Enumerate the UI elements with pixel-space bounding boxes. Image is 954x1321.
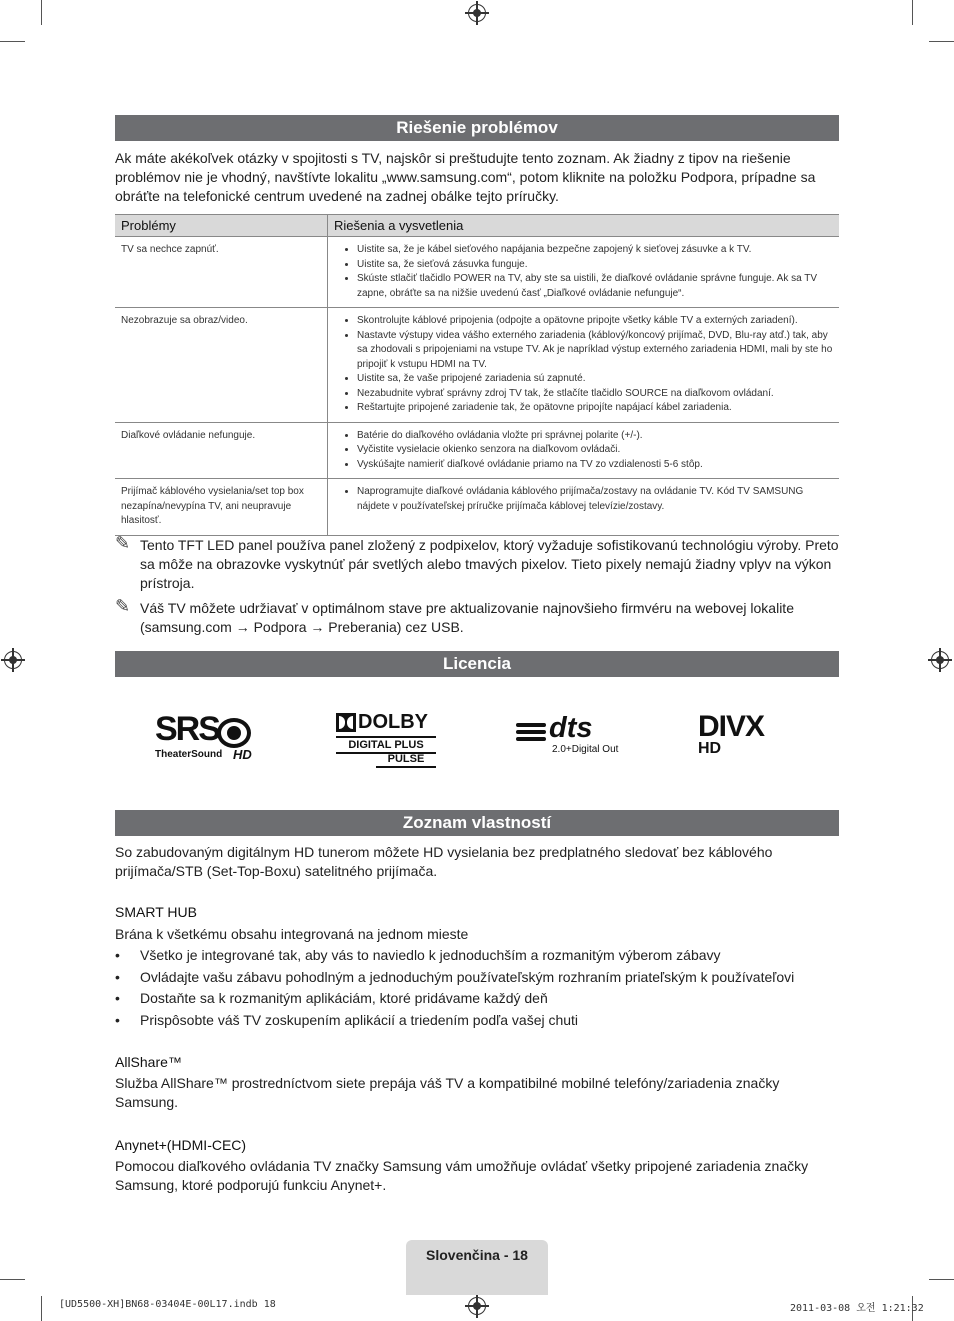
divx-logo <box>698 710 798 760</box>
intro-paragraph: Ak máte akékoľvek otázky v spojitosti s TV, najskôr si preštudujte tento zoznam. Ak žiadny z tipov na riešenie problémov nie je vhodný, navštívte lokalitu „www.samsung.com“, potom kliknite na položku Podpora, prípadne sa obráťte na telefonické centrum uvedené na zadnej obálke tejto príručky. <box>115 150 816 204</box>
dts-logo-sub: 2.0+Digital Out <box>552 744 619 755</box>
list-item: • Prispôsobte váš TV zoskupením aplikácií a triedením podľa vašej chuti <box>115 1010 839 1032</box>
crop-mark <box>929 1279 954 1280</box>
smart-hub-desc: Brána k všetkému obsahu integrovaná na jednom mieste <box>115 926 469 942</box>
srs-logo-hd: HD <box>233 747 252 762</box>
srs-logo-sub: TheaterSound <box>155 749 223 760</box>
registration-mark-icon <box>4 651 22 669</box>
table-header-problems: Problémy <box>115 215 328 237</box>
smart-hub-list <box>115 945 839 1031</box>
note-text: Tento TFT LED panel používa panel zložený z podpixelov, ktorý vyžaduje sofistikovanú technológiu výroby. Preto sa môže na obrazovke vyskytnúť pár svetlých alebo tmavých pixelov. Tieto pixely nemajú žiadny vplyv na výkon prístroja. <box>140 537 839 591</box>
dolby-logo-sub: DIGITAL PLUS <box>336 736 436 754</box>
crop-mark <box>41 1296 42 1321</box>
solution-item: • Nezabudnite vybrať správny zdroj TV tak, že stlačíte tlačidlo SOURCE na diaľkovom ovládaní. <box>357 387 833 402</box>
table-row <box>115 237 839 308</box>
dts-logo <box>516 712 620 758</box>
srs-logo-text: SRS <box>155 710 219 748</box>
crop-mark <box>41 0 42 25</box>
table-row <box>115 422 839 479</box>
allshare-desc: Služba AllShare™ prostredníctvom siete prepája váš TV a kompatibilné mobilné telefóny/zariadenia značky Samsung. <box>115 1075 780 1110</box>
note-pencil-icon: ✎ <box>115 533 131 553</box>
anynet-desc: Pomocou diaľkového ovládania TV značky Samsung vám umožňuje ovládať všetky pripojené zariadenia značky Samsung, ktoré podporujú funkciu Anynet+. <box>115 1158 809 1193</box>
problem-cell: Nezobrazuje sa obraz/video. <box>115 308 328 423</box>
solution-item: • Uistite sa, že sieťová zásuvka funguje. <box>357 258 833 273</box>
problem-cell: TV sa nechce zapnúť. <box>115 237 328 308</box>
registration-mark-icon <box>931 651 949 669</box>
list-item: • Ovládajte vašu zábavu pohodlným a jednoduchým používateľským rozhraním priateľským k používateľovi <box>115 967 839 989</box>
anynet-heading: Anynet+(HDMI-CEC) <box>115 1137 247 1153</box>
crop-mark <box>929 41 954 42</box>
section-title-features: Zoznam vlastností <box>115 810 839 836</box>
solution-item: • Skúste stlačiť tlačidlo POWER na TV, aby ste sa uistili, že diaľkové ovládanie správne funguje. Ak sa TV zapne, obráťte sa na nižšie uvedenú časť „Diaľkové ovládanie nefunguje“. <box>357 272 833 301</box>
solution-item: • Vyskúšajte namieriť diaľkové ovládanie priamo na TV zo vzdialenosti 5-6 stôp. <box>357 458 833 473</box>
allshare-heading: AllShare™ <box>115 1054 182 1070</box>
note-panel <box>115 533 839 593</box>
section-title-license: Licencia <box>115 651 839 677</box>
smart-hub-heading: SMART HUB <box>115 904 197 920</box>
dolby-logo-text: DOLBY <box>358 711 428 733</box>
dolby-logo-pulse: PULSE <box>376 753 436 768</box>
solutions-cell <box>328 422 840 479</box>
table-header-solutions: Riešenia a vysvetlenia <box>328 215 840 237</box>
divx-logo-text: DIVX <box>698 710 765 743</box>
crop-mark <box>912 0 913 25</box>
problem-cell: Diaľkové ovládanie nefunguje. <box>115 422 328 479</box>
solution-item: • Vyčistite vysielacie okienko senzora na diaľkovom ovládači. <box>357 443 833 458</box>
table-row <box>115 308 839 423</box>
solution-item: • Uistite sa, že je kábel sieťového napájania bezpečne zapojený k sieťovej zásuvke a k TV. <box>357 243 833 258</box>
solution-item: • Reštartujte pripojené zariadenie tak, že opätovne pripojíte napájací kábel zariadenia. <box>357 401 833 416</box>
print-slug-right: 2011-03-08 오전 1:21:32 <box>790 1303 924 1314</box>
crop-mark <box>0 1279 25 1280</box>
note-pencil-icon: ✎ <box>115 596 131 616</box>
divx-logo-sub: HD <box>698 740 722 757</box>
solution-item: • Nastavte výstupy videa vášho externého zariadenia (káblový/koncový prijímač, DVD, Blu-ray atď.) tak, aby sa zhodovali s pripojeniami na vstupe TV. Ak je napríklad výstup externého zariadenia HDMI, mali by ste ho pripojiť k vstupu HDMI na TV. <box>357 329 833 373</box>
crop-mark <box>0 41 25 42</box>
registration-mark-icon <box>468 1297 486 1315</box>
section-title-troubleshooting: Riešenie problémov <box>115 115 839 141</box>
features-intro: So zabudovaným digitálnym HD tunerom môžete HD vysielania bez predplatného sledovať bez káblového prijímača/STB (Set-Top-Boxu) satelitného prijímača. <box>115 844 773 879</box>
solution-item: • Naprogramujte diaľkové ovládania káblového prijímača/zostavy na ovládanie TV. Kód TV SAMSUNG nájdete v používateľskej príručke prijímača káblovej televízie/zostavy. <box>357 485 833 514</box>
note-text: Váš TV môžete udržiavať v optimálnom stave pre aktualizovanie najnovšieho firmvéru na webovej lokalite (samsung.com → Podpora → Preberania) cez USB. <box>140 600 794 635</box>
dolby-logo <box>336 713 438 767</box>
solution-item: • Skontrolujte káblové pripojenia (odpojte a opätovne pripojte všetky káble TV a externých zariadení). <box>357 314 833 329</box>
dts-logo-text: dts <box>549 712 593 744</box>
solution-item: • Batérie do diaľkového ovládania vložte pri správnej polarite (+/-). <box>357 429 833 444</box>
print-slug-left: [UD5500-XH]BN68-03404E-00L17.indb 18 <box>59 1299 276 1310</box>
list-item: • Dostaňte sa k rozmanitým aplikáciám, ktoré pridávame každý deň <box>115 988 839 1010</box>
note-firmware <box>115 596 839 637</box>
list-item: • Všetko je integrované tak, aby vás to naviedlo k jednoduchším a rozmanitým výberom zábavy <box>115 945 839 967</box>
problem-cell: Prijímač káblového vysielania/set top box nezapína/nevypína TV, ani neupravuje hlasitosť. <box>115 479 328 536</box>
solution-item: • Uistite sa, že vaše pripojené zariadenia sú zapnuté. <box>357 372 833 387</box>
registration-mark-icon <box>468 4 486 22</box>
solutions-cell <box>328 479 840 536</box>
dolby-dd-icon <box>336 713 356 732</box>
troubleshooting-table <box>115 214 839 536</box>
dts-wave-icon <box>516 723 546 741</box>
table-row <box>115 479 839 536</box>
page-number-tab: Slovenčina - 18 <box>406 1240 548 1295</box>
solutions-cell <box>328 237 840 308</box>
solutions-cell <box>328 308 840 423</box>
srs-logo <box>155 710 260 762</box>
